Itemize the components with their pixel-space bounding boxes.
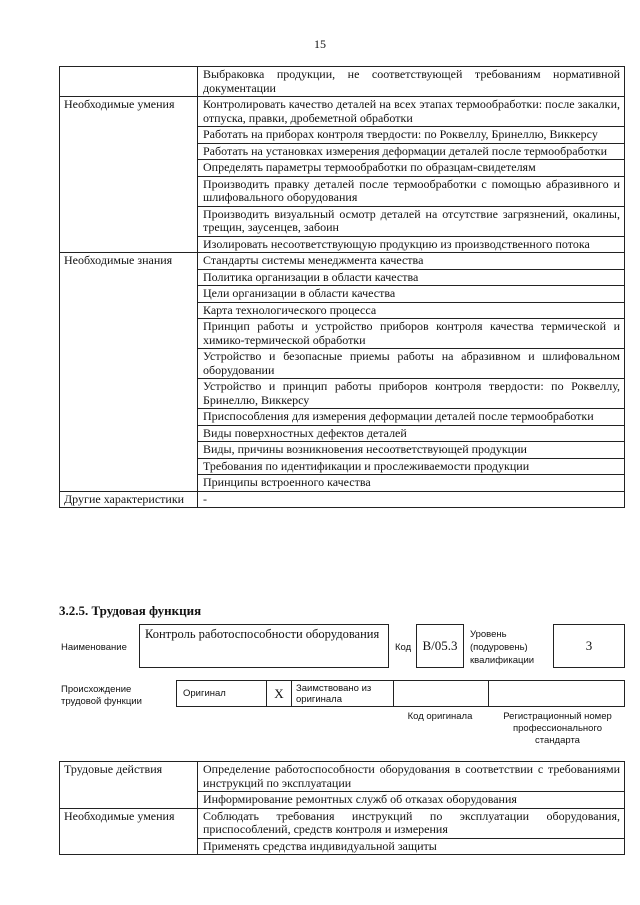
level-box: 3 xyxy=(553,624,625,668)
code-box: В/05.3 xyxy=(416,624,464,668)
row-value: Соблюдать требования инструкций по эксплуатации оборудования, приспособлений, средств контроля и измерения xyxy=(198,808,625,838)
original-mark: X xyxy=(267,681,292,706)
skills-knowledge-table xyxy=(59,66,625,508)
table-row xyxy=(60,97,625,127)
row-value: Цели организации в области качества xyxy=(198,286,625,303)
row-value: Изолировать несоответствующую продукцию из производственного потока xyxy=(198,236,625,253)
row-value: Стандарты системы менеджмента качества xyxy=(198,253,625,270)
row-value: Устройство и принцип работы приборов контроля твердости: по Роквеллу, Бринеллю, Виккерсу xyxy=(198,379,625,409)
labor-actions-table xyxy=(59,761,625,855)
row-value: Работать на установках измерения деформации деталей после термообработки xyxy=(198,143,625,160)
row-value: Производить визуальный осмотр деталей на отсутствие загрязнений, окалины, трещин, заусенцев, забоин xyxy=(198,206,625,236)
code-original-caption: Код оригинала xyxy=(407,711,473,722)
table-row xyxy=(60,67,625,97)
code-original-cell xyxy=(394,681,489,706)
origin-label: Происхождение трудовой функции xyxy=(61,684,142,707)
row-label-actions: Трудовые действия xyxy=(60,762,198,809)
row-value: Работать на приборах контроля твердости: по Роквеллу, Бринеллю, Виккерсу xyxy=(198,127,625,144)
row-value: Требования по идентификации и прослеживаемости продукции xyxy=(198,458,625,475)
row-value: Виды, причины возникновения несоответствующей продукции xyxy=(198,442,625,459)
row-label-other: Другие характеристики xyxy=(60,491,198,508)
row-value: Определение работоспособности оборудования в соответствии с требованиями инструкций по эксплуатации xyxy=(198,762,625,792)
row-value: Виды поверхностных дефектов деталей xyxy=(198,425,625,442)
reg-number-cell xyxy=(489,681,624,706)
table-row xyxy=(60,762,625,792)
name-label: Наименование xyxy=(61,642,127,653)
code-label: Код xyxy=(395,642,412,653)
function-name-box: Контроль работоспособности оборудования xyxy=(139,624,389,668)
table-row xyxy=(60,253,625,270)
origin-row xyxy=(176,680,625,707)
row-label xyxy=(60,67,198,97)
row-value: Выбраковка продукции, не соответствующей требованиям нормативной документации xyxy=(198,67,625,97)
row-value: Принцип работы и устройство приборов контроля качества термической и химико-термической обработки xyxy=(198,319,625,349)
row-value: Политика организации в области качества xyxy=(198,269,625,286)
row-value: Устройство и безопасные приемы работы на абразивном и шлифовальном оборудовании xyxy=(198,349,625,379)
table-row xyxy=(60,808,625,838)
original-label: Оригинал xyxy=(177,681,267,706)
row-value: Контролировать качество деталей на всех этапах термообработки: после закалки, отпуска, правки, дробеметной обработки xyxy=(198,97,625,127)
row-value: - xyxy=(198,491,625,508)
row-value: Принципы встроенного качества xyxy=(198,475,625,492)
row-label-knowledge: Необходимые знания xyxy=(60,253,198,492)
level-label: Уровень (подуровень) квалификации xyxy=(470,629,535,666)
row-value: Применять средства индивидуальной защиты xyxy=(198,838,625,855)
table-row xyxy=(60,491,625,508)
row-value: Информирование ремонтных служб об отказах оборудования xyxy=(198,792,625,809)
reg-number-caption: Регистрационный номер профессионального стандарта xyxy=(503,711,612,746)
section-title: 3.2.5. Трудовая функция xyxy=(59,603,202,618)
row-label-skills: Необходимые умения xyxy=(60,97,198,253)
row-label-skills: Необходимые умения xyxy=(60,808,198,855)
row-value: Производить правку деталей после термообработки с помощью абразивного и шлифовального оборудования xyxy=(198,176,625,206)
row-value: Приспособления для измерения деформации деталей после термообработки xyxy=(198,409,625,426)
page-number: 15 xyxy=(314,37,326,51)
borrowed-label: Заимствовано из оригинала xyxy=(292,681,394,706)
row-value: Карта технологического процесса xyxy=(198,302,625,319)
row-value: Определять параметры термообработки по образцам-свидетелям xyxy=(198,160,625,177)
